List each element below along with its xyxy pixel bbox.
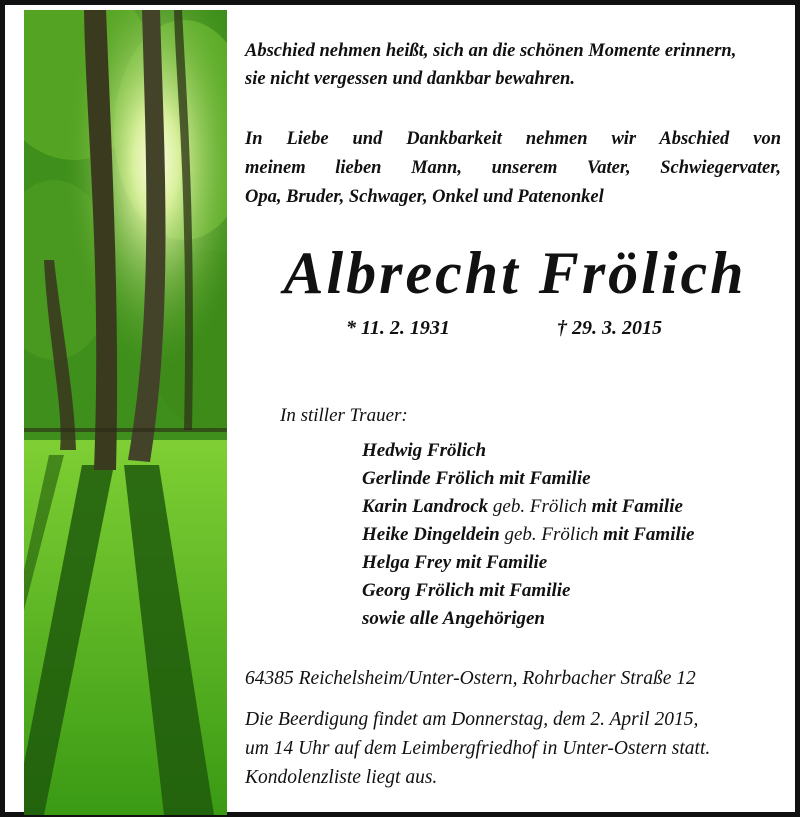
- intro-line: Abschied nehmen heißt, sich an die schönen Momente erinnern,: [245, 41, 737, 61]
- dedication-line: meinem lieben Mann, unserem Vater, Schwiegervater,: [245, 158, 781, 178]
- maiden-name: geb. Frölich: [499, 524, 604, 545]
- mourner-name: Heike Dingeldein: [362, 524, 500, 545]
- trees-illustration: [24, 10, 227, 815]
- family-address: 64385 Reichelsheim/Unter-Ostern, Rohrbacher Straße 12: [245, 668, 696, 689]
- park-trees-photo: [24, 10, 227, 815]
- funeral-line: um 14 Uhr auf dem Leimbergfriedhof in Unter-Ostern statt.: [245, 738, 711, 759]
- mourner-entry: Hedwig Frölich: [362, 440, 487, 461]
- mourner-entry: [362, 521, 694, 549]
- mourning-label: In stiller Trauer:: [280, 405, 408, 426]
- deceased-name: Albrecht Frölich: [283, 240, 747, 306]
- dedication-paragraph: [245, 125, 781, 212]
- intro-line: sie nicht vergessen und dankbar bewahren.: [245, 69, 575, 89]
- mourner-entry: Helga Frey mit Familie: [362, 552, 548, 573]
- mourner-entry: Georg Frölich mit Familie: [362, 580, 571, 601]
- mourner-entry: sowie alle Angehörigen: [362, 608, 545, 629]
- intro-quote: [245, 37, 785, 93]
- mourner-family: mit Familie: [591, 496, 683, 517]
- mourner-family: mit Familie: [603, 524, 695, 545]
- maiden-name: geb. Frölich: [488, 496, 592, 517]
- funeral-notice: [245, 705, 710, 792]
- birth-date: * 11. 2. 1931: [346, 317, 450, 339]
- death-date: † 29. 3. 2015: [557, 317, 662, 339]
- mourner-entry: Gerlinde Frölich mit Familie: [362, 468, 591, 489]
- mourner-name: Karin Landrock: [362, 496, 489, 517]
- dedication-line: Opa, Bruder, Schwager, Onkel und Patenonkel: [245, 187, 604, 207]
- mourner-entry: [362, 493, 694, 521]
- funeral-line: Die Beerdigung findet am Donnerstag, dem 2. April 2015,: [245, 709, 699, 730]
- mourners-list: [362, 437, 694, 633]
- dedication-line: In Liebe und Dankbarkeit nehmen wir Abschied von: [245, 129, 781, 149]
- funeral-line: Kondolenzliste liegt aus.: [245, 767, 438, 788]
